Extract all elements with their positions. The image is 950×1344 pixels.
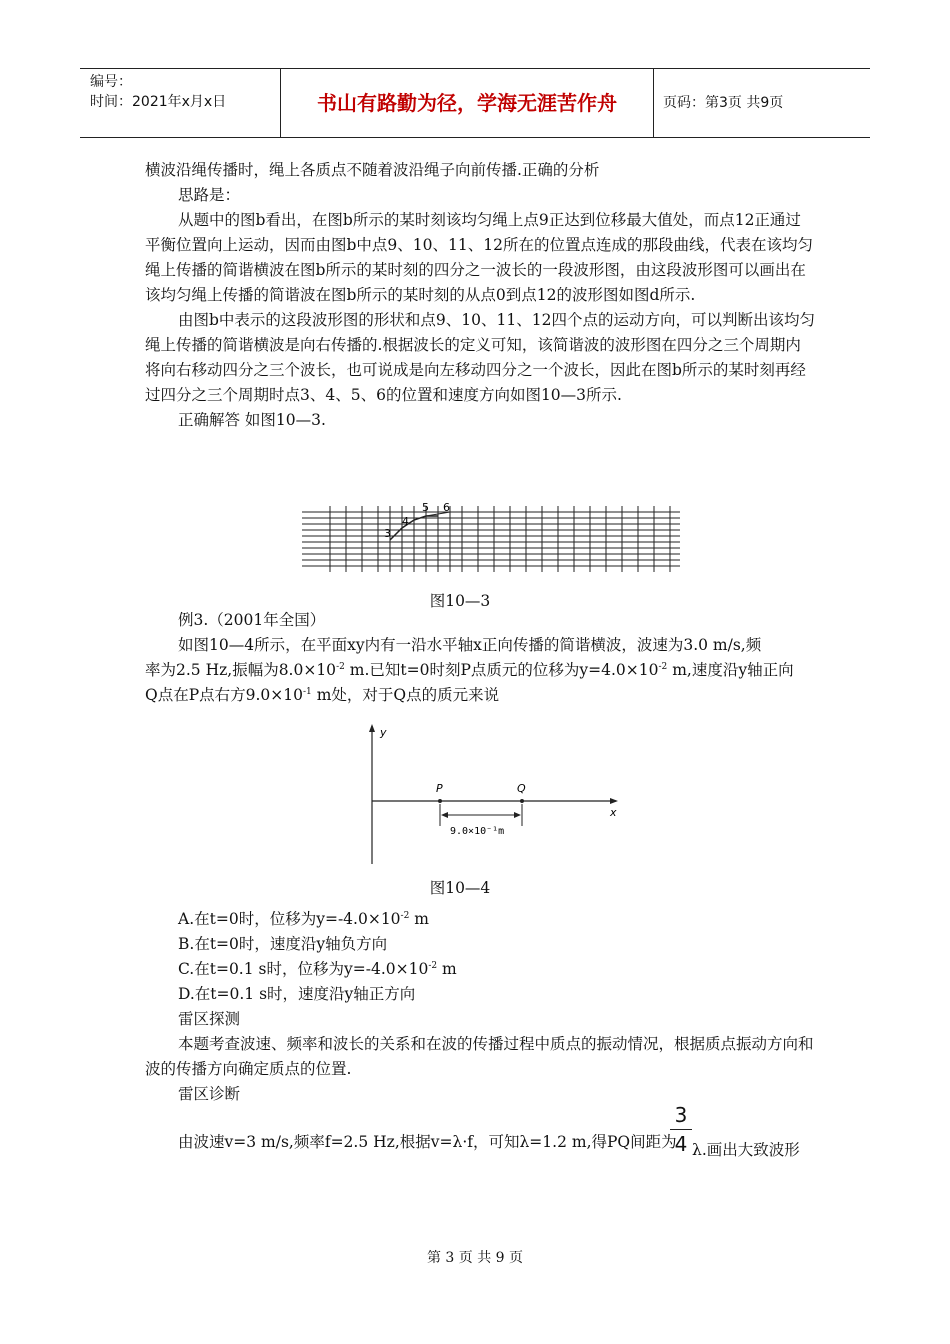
diagnosis-tail: λ.画出大致波形	[692, 1141, 800, 1159]
point-label-3: 3	[384, 527, 391, 540]
probe-title: 雷区探测	[178, 1010, 241, 1028]
y-axis-label: y	[380, 726, 387, 739]
distance-label: 9.0×10⁻¹m	[450, 826, 505, 837]
probe-text: 本题考查波速、频率和波长的关系和在波的传播过程中质点的振动情况，根据质点振动方向和波的传播方向确定质点的位置.	[145, 1035, 814, 1078]
figure-10-3	[302, 498, 680, 576]
x-axis-label: x	[610, 806, 617, 819]
time-label: 时间：2021年x月x日	[90, 94, 227, 110]
question-line-1: 如图10—4所示，在平面xy内有一沿水平轴x正向传播的简谐横波，波速为3.0 m/s,频	[178, 636, 762, 654]
paragraph: 正确解答 如图10—3.	[178, 411, 326, 429]
point-label-6: 6	[443, 501, 450, 514]
option-a: A.在t=0时，位移为$y=-4.0\times 10^{-2}$ m	[178, 910, 429, 928]
option-d: D.在t=0.1 s时，速度沿y轴正方向	[178, 985, 416, 1003]
option-c: C.在t=0.1 s时，位移为$y=-4.0\times 10^{-2}$ m	[178, 960, 457, 978]
page-footer: 第 3 页 共 9 页	[426, 1250, 524, 1266]
point-label-4: 4	[402, 515, 409, 528]
example-title: 例3.（2001年全国）	[178, 611, 326, 629]
fraction	[670, 1103, 692, 1156]
fraction-numerator: 3	[674, 1103, 688, 1127]
question-block	[145, 608, 815, 708]
header-left	[80, 69, 280, 137]
page-label: 页码：第3页 共9页	[663, 95, 784, 111]
paragraph: 由图b中表示的这段波形图的形状和点9、10、11、12四个点的运动方向，可以判断出该均匀绳上传播的简谐横波是向右传播的.根据波长的定义可知，该简谐波的波形图在四分之三个周期内将向右移动四分之三个波长，也可说成是向左移动四分之一个波长，因此在图b所示的某时刻再经过四分之三个周期时点3、4、5、6的位置和速度方向如图10—3所示.	[145, 311, 815, 404]
point-q	[520, 799, 524, 803]
document-body	[145, 158, 815, 433]
q-label: Q	[517, 782, 526, 795]
diagnosis-title: 雷区诊断	[178, 1085, 241, 1103]
p-label: P	[436, 782, 443, 795]
point-p	[438, 799, 442, 803]
figure-10-4	[360, 722, 630, 868]
question-line-3: Q点在P点右方$9.0\times 10^{-1}$ m处，对于Q点的质元来说	[145, 686, 500, 704]
number-label: 编号：	[90, 74, 132, 90]
point-label-5: 5	[422, 501, 429, 514]
paragraph: 思路是：	[178, 186, 241, 204]
paragraph: 横波沿绳传播时，绳上各质点不随着波沿绳子向前传播.正确的分析	[145, 161, 600, 179]
figure-10-3-caption: 图10—3	[429, 592, 491, 610]
fraction-denominator: 4	[674, 1132, 688, 1156]
option-b: B.在t=0时，速度沿y轴负方向	[178, 935, 388, 953]
paragraph: 从题中的图b看出，在图b所示的某时刻该均匀绳上点9正达到位移最大值处，而点12正通过平衡位置向上运动，因而由图b中点9、10、11、12所在的位置点连成的那段曲线，代表在该均匀绳上传播的简谐横波在图b所示的某时刻的四分之一波长的一段波形图，由这段波形图可以画出在该均匀绳上传播的简谐波在图b所示的某时刻的从点0到点12的波形图如图d所示.	[145, 211, 813, 304]
question-line-2: 率为2.5 Hz,振幅为$8.0\times 10^{-2}$ m.已知t=0时刻P点质元的位移为$y=4.0\times 10^{-2}$ m,速度沿y轴正向	[145, 661, 794, 679]
options-block	[145, 907, 815, 1107]
page-header	[80, 68, 870, 138]
diagnosis-line: 由波速v=3 m/s,频率f=2.5 Hz,根据v=λ·f，可知λ=1.2 m,得PQ间距为	[178, 1133, 677, 1151]
figure-10-4-caption: 图10—4	[429, 879, 491, 897]
header-motto: 书山有路勤为径，学海无涯苦作舟	[280, 69, 654, 137]
